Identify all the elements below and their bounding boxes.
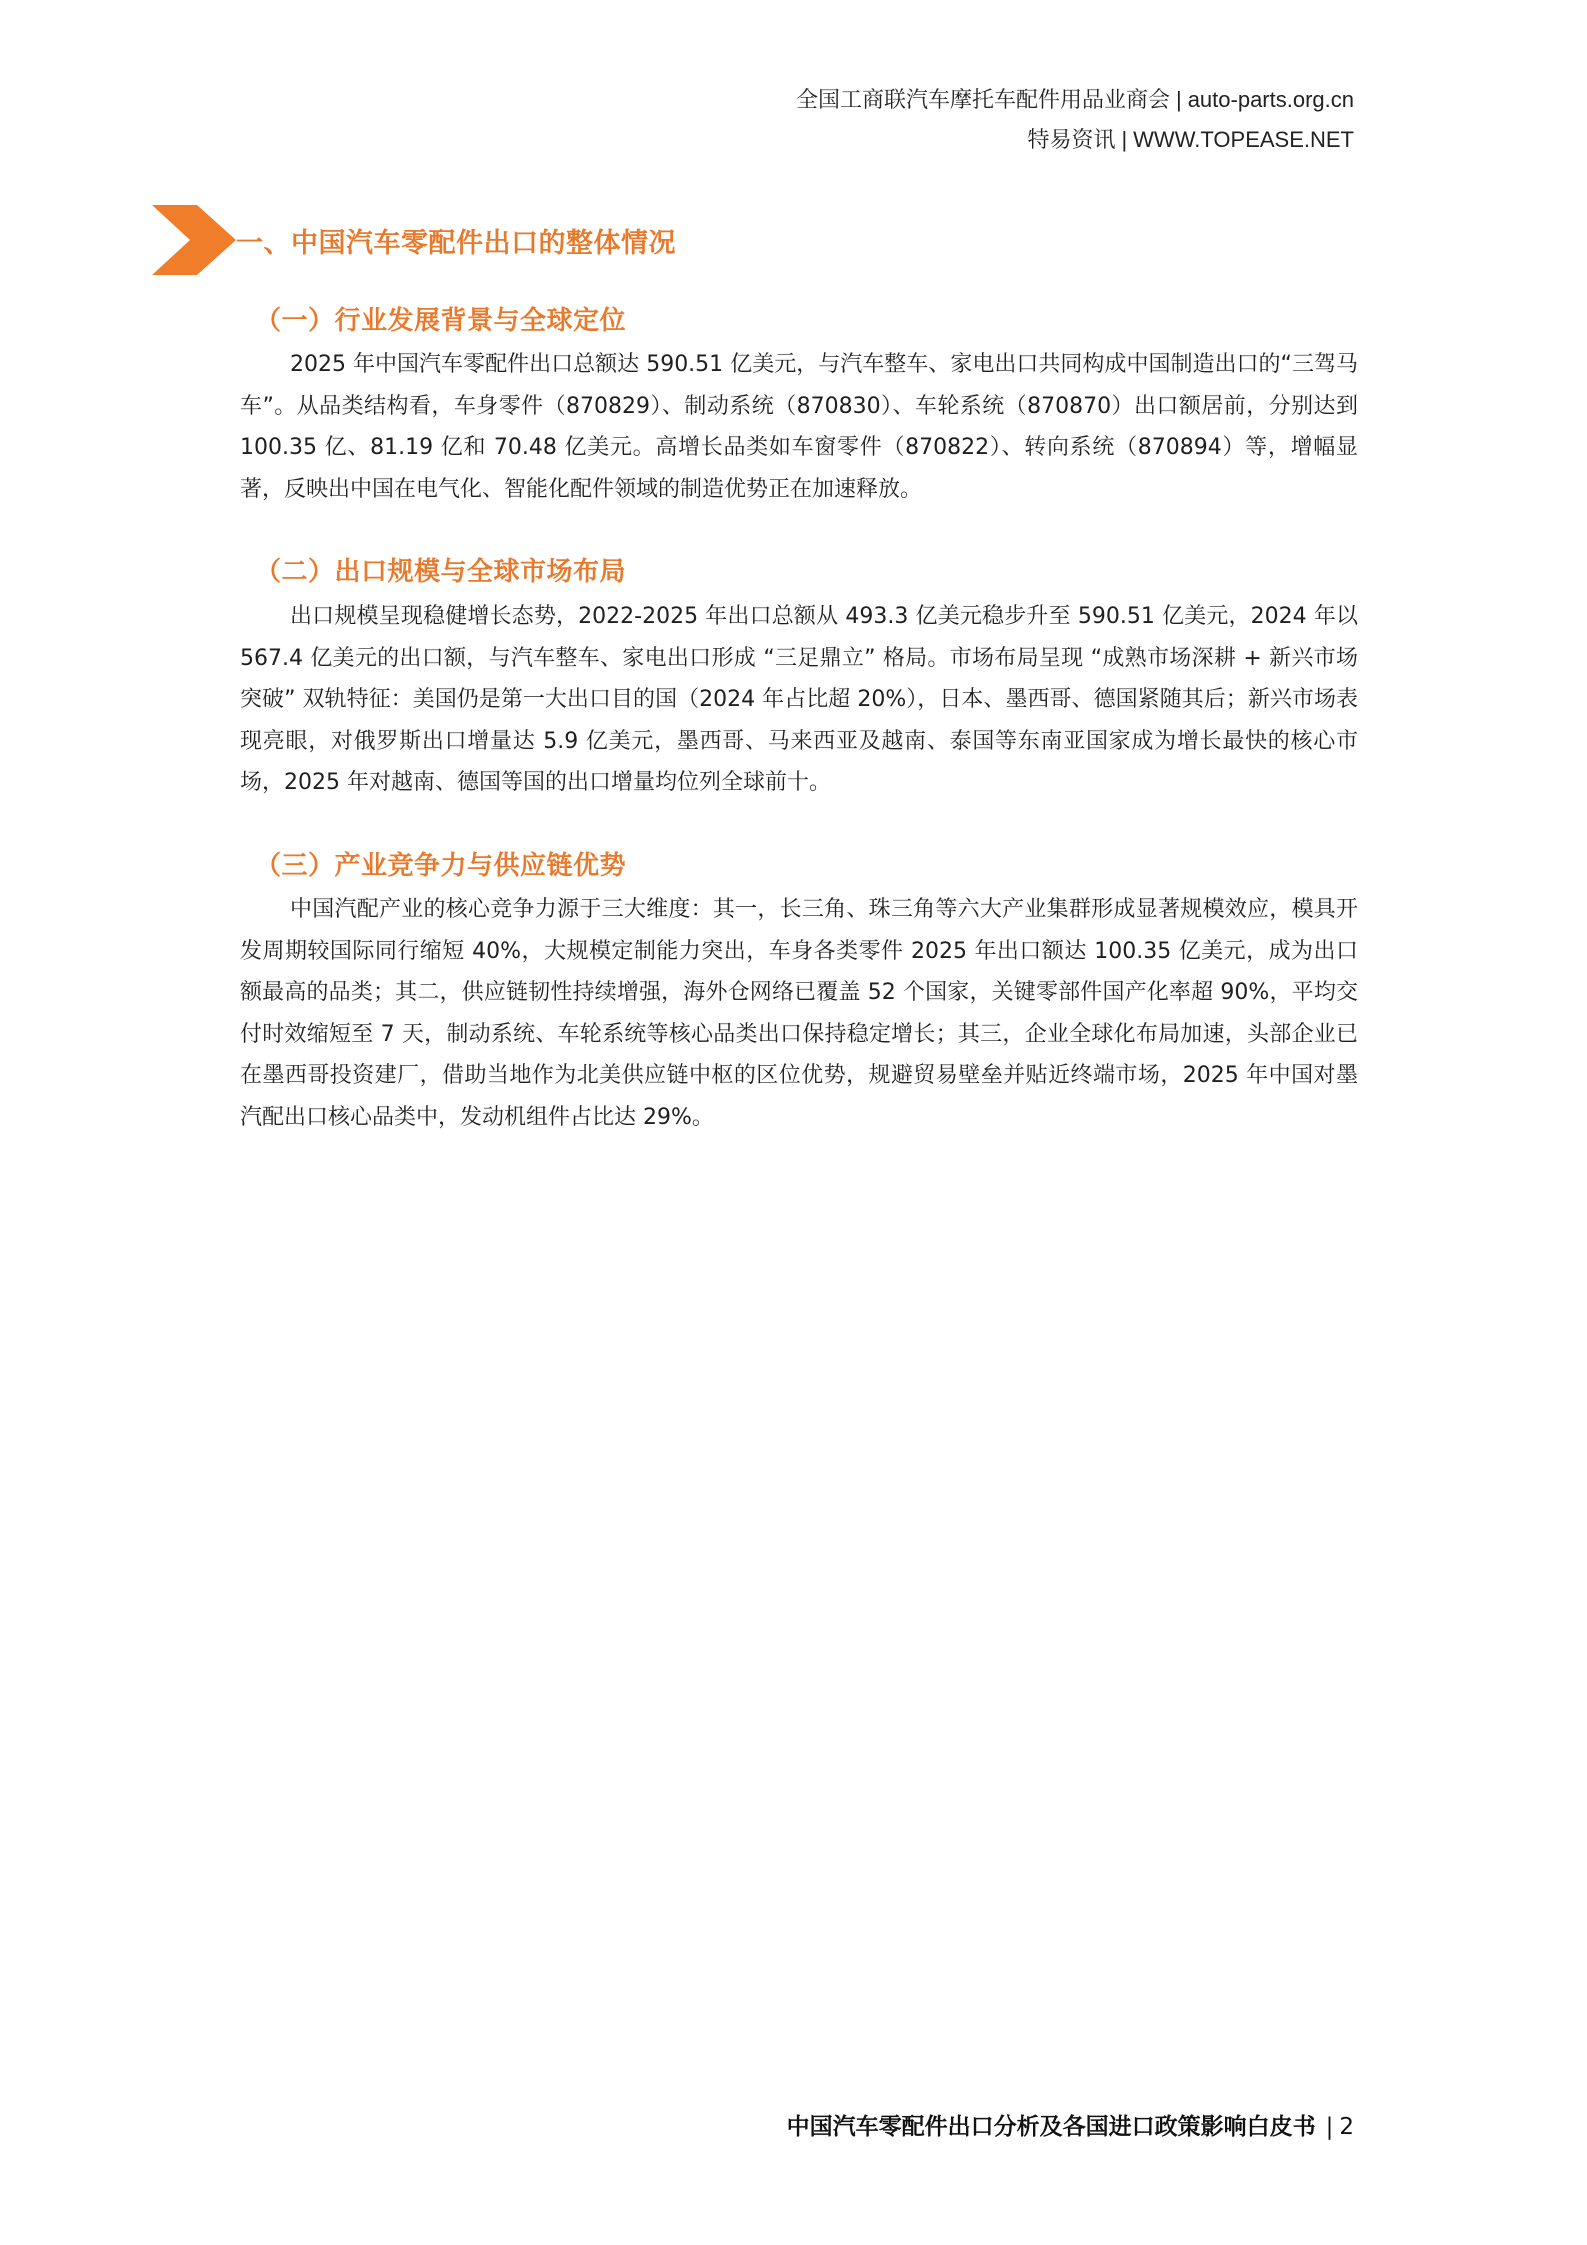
footer-separator: | <box>1325 2114 1334 2140</box>
header-separator: | <box>1175 87 1182 112</box>
subsection-heading-3: （三）产业竞争力与供应链优势 <box>255 851 627 881</box>
header-separator-2: | <box>1121 127 1128 152</box>
chevron-right-icon <box>152 205 236 275</box>
subsection-heading-1: （一）行业发展背景与全球定位 <box>255 306 627 336</box>
header-org: 全国工商联汽车摩托车配件用品业商会 <box>795 87 1170 112</box>
page-footer <box>787 2108 1354 2141</box>
footer-doc-title: 中国汽车零配件出口分析及各国进口政策影响白皮书 <box>786 2114 1316 2140</box>
header-line-1 <box>796 80 1354 120</box>
header-org-2: 特易资讯 <box>1027 127 1116 152</box>
page-number: 2 <box>1339 2114 1354 2140</box>
section-heading <box>152 205 676 275</box>
subsection-paragraph-3: 中国汽配产业的核心竞争力源于三大维度：其一，长三角、珠三角等六大产业集群形成显著规模效应，模具开发周期较国际同行缩短 40%，大规模定制能力突出，车身各类零件 2025 年出口额达 100.35 亿美元，成为出口额最高的品类；其二，供应链韧性持续增强，海外仓网络已覆盖 52 个国家，关键零部件国产化率超 90%，平均交付时效缩短至 7 天，制动系统、车轮系统等核心品类出口保持稳定增长；其三，企业全球化布局加速，头部企业已在墨西哥投资建厂，借助当地作为北美供应链中枢的区位优势，规避贸易壁垒并贴近终端市场，2025 年中国对墨汽配出口核心品类中，发动机组件占比达 29%。 <box>240 897 1358 1130</box>
header-site-link-2[interactable]: WWW.TOPEASE.NET <box>1133 127 1354 152</box>
header-site-link[interactable]: auto-parts.org.cn <box>1187 87 1354 112</box>
page-header <box>796 80 1354 160</box>
section-title: 一、中国汽车零配件出口的整体情况 <box>236 227 676 259</box>
subsection-heading-2: （二）出口规模与全球市场布局 <box>255 557 627 587</box>
subsection-paragraph-2: 出口规模呈现稳健增长态势，2022-2025 年出口总额从 493.3 亿美元稳步升至 590.51 亿美元，2024 年以 567.4 亿美元的出口额，与汽车整车、家电出口形成 “三足鼎立” 格局。市场布局呈现 “成熟市场深耕 + 新兴市场突破” 双轨特征：美国仍是第一大出口目的国（2024 年占比超 20%），日本、墨西哥、德国紧随其后；新兴市场表现亮眼，对俄罗斯出口增量达 5.9 亿美元，墨西哥、马来西亚及越南、泰国等东南亚国家成为增长最快的核心市场，2025 年对越南、德国等国的出口增量均位列全球前十。 <box>240 604 1358 795</box>
header-line-2 <box>796 120 1354 160</box>
subsection-paragraph-1: 2025 年中国汽车零配件出口总额达 590.51 亿美元，与汽车整车、家电出口共同构成中国制造出口的“三驾马车”。从品类结构看，车身零件（870829）、制动系统（870830）、车轮系统（870870）出口额居前，分别达到 100.35 亿、81.19 亿和 70.48 亿美元。高增长品类如车窗零件（870822）、转向系统（870894）等，增幅显著，反映出中国在电气化、智能化配件领域的制造优势正在加速释放。 <box>240 352 1358 502</box>
